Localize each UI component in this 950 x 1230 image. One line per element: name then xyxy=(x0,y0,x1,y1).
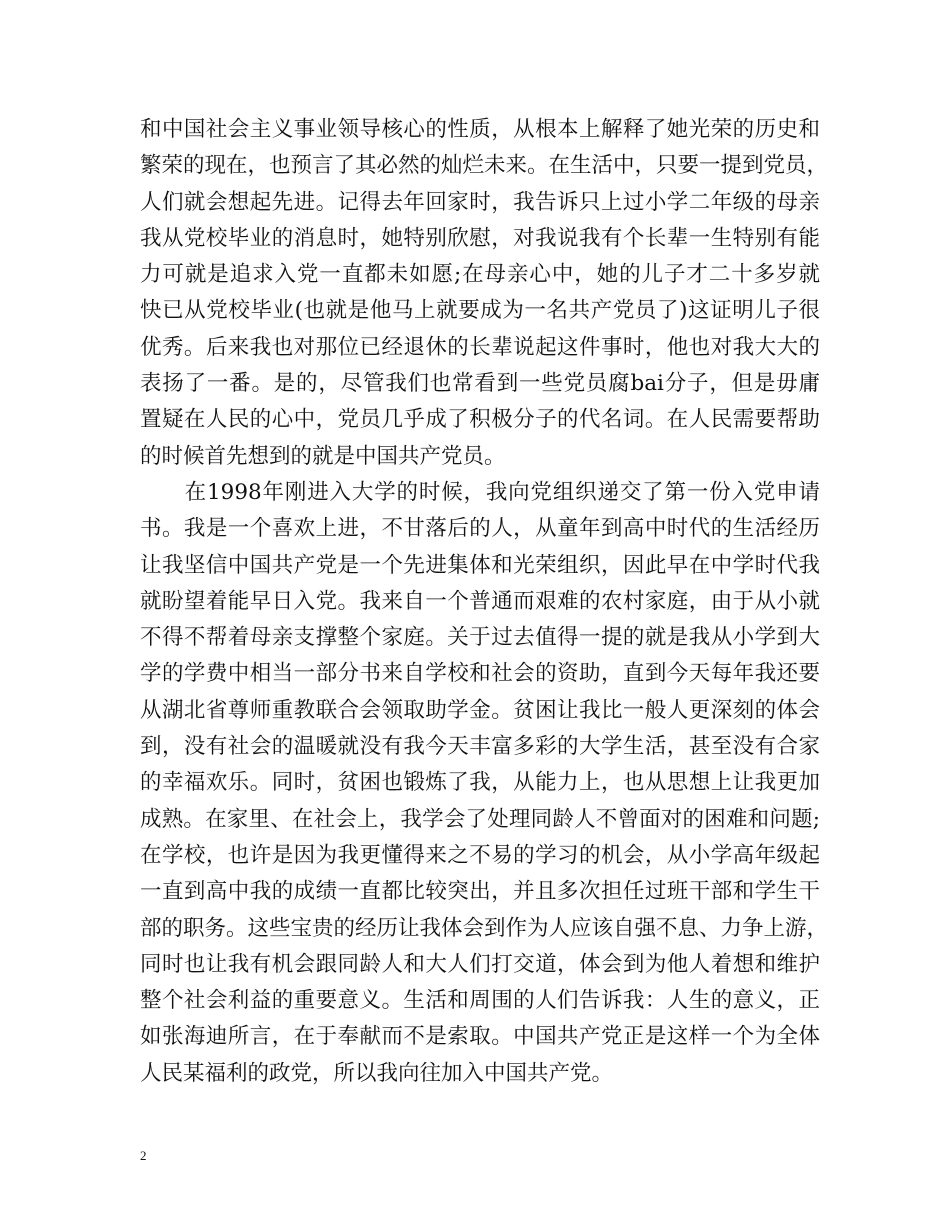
text-line: 在学校，也许是因为我更懂得来之不易的学习的机会，从小学高年级起 xyxy=(140,842,820,868)
text-line: 表扬了一番。是的，尽管我们也常看到一些党员腐bai分子，但是毋庸 xyxy=(140,371,820,397)
text-line: 我从党校毕业的消息时，她特别欣慰，对我说我有个长辈一生特别有能 xyxy=(140,225,820,251)
paragraph-end-line: 的时候首先想到的就是中国共产党员。 xyxy=(140,443,506,469)
text-line: 的幸福欢乐。同时，贫困也锻炼了我，从能力上，也从思想上让我更加 xyxy=(140,770,820,796)
text-line: 整个社会利益的重要意义。生活和周围的人们告诉我：人生的意义，正 xyxy=(140,988,820,1014)
text-line: 和中国社会主义事业领导核心的性质，从根本上解释了她光荣的历史和 xyxy=(140,117,820,142)
paragraph-end-line: 人民某福利的政党，所以我向往加入中国共产党。 xyxy=(140,1060,614,1086)
text-line: 力可就是追求入党一直都未如愿;在母亲心中，她的儿子才二十多岁就 xyxy=(140,262,820,288)
text-line: 书。我是一个喜欢上进，不甘落后的人，从童年到高中时代的生活经历 xyxy=(140,516,820,542)
text-line: 同时也让我有机会跟同龄人和大人们打交道，体会到为他人着想和维护 xyxy=(140,951,820,977)
text-line: 置疑在人民的心中，党员几乎成了积极分子的代名词。在人民需要帮助 xyxy=(140,407,820,433)
text-line: 学的学费中相当一部分书来自学校和社会的资助，直到今天每年我还要 xyxy=(140,661,820,687)
text-line: 繁荣的现在，也预言了其必然的灿烂未来。在生活中，只要一提到党员， xyxy=(140,153,829,179)
page-number: 2 xyxy=(140,1148,147,1163)
paragraph-start-line: 在1998年刚进入大学的时候，我向党组织递交了第一份入党申请 xyxy=(140,479,820,505)
text-line: 人们就会想起先进。记得去年回家时，我告诉只上过小学二年级的母亲 xyxy=(140,189,820,215)
text-line: 到，没有社会的温暖就没有我今天丰富多彩的大学生活，甚至没有合家 xyxy=(140,734,820,760)
text-line: 就盼望着能早日入党。我来自一个普通而艰难的农村家庭，由于从小就 xyxy=(140,588,820,614)
text-line: 让我坚信中国共产党是一个先进集体和光荣组织，因此早在中学时代我 xyxy=(140,552,820,578)
text-line: 部的职务。这些宝贵的经历让我体会到作为人应该自强不息、力争上游， xyxy=(140,915,829,941)
text-line: 不得不帮着母亲支撑整个家庭。关于过去值得一提的就是我从小学到大 xyxy=(140,625,820,651)
text-line: 如张海迪所言，在于奉献而不是索取。中国共产党正是这样一个为全体 xyxy=(140,1024,820,1050)
text-line: 快已从党校毕业(也就是他马上就要成为一名共产党员了)这证明儿子很 xyxy=(140,298,820,324)
text-line: 从湖北省尊师重教联合会领取助学金。贫困让我比一般人更深刻的体会 xyxy=(140,697,820,723)
body-text xyxy=(140,112,829,1092)
text-line: 成熟。在家里、在社会上，我学会了处理同龄人不曾面对的困难和问题; xyxy=(140,806,820,832)
text-line: 优秀。后来我也对那位已经退休的长辈说起这件事时，他也对我大大的 xyxy=(140,334,820,360)
text-line: 一直到高中我的成绩一直都比较突出，并且多次担任过班干部和学生干 xyxy=(140,879,820,905)
